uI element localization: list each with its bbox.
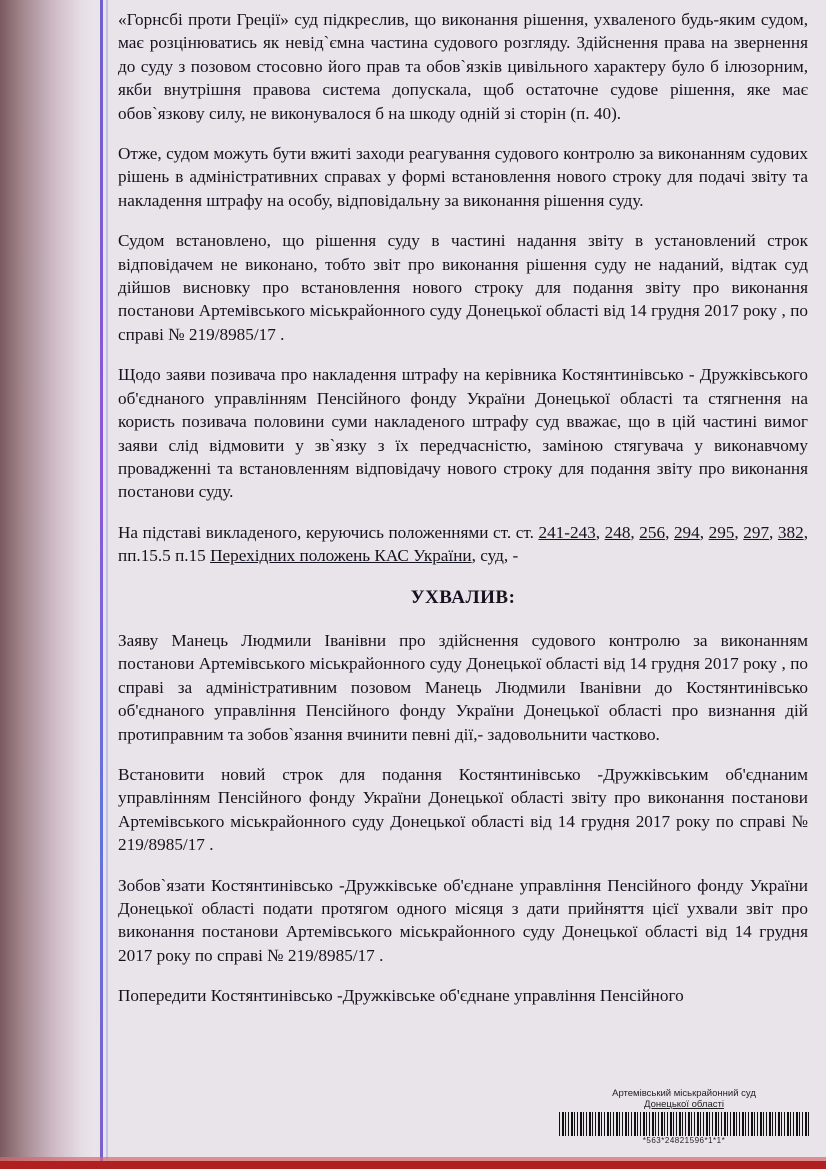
barcode-number: *563*24821596*1*1* <box>642 1136 726 1145</box>
transitional-provisions-link[interactable]: Перехідних положень КАС України <box>210 546 472 566</box>
article-link-294[interactable]: 294 <box>673 522 700 542</box>
paragraph-court-established: Судом встановлено, що рішення суду в частині надання звіту в установлений строк відповідачем не виконано, тобто звіт про виконання рішення суду не наданий, відтак суд дійшов висновку про встановлення нового строку для подання звіту про виконання постанови Артемівського міськрайонного суду Донецької області від 14 грудня 2017 року , по справі № 219/8985/17 . <box>118 231 808 344</box>
legal-basis-ending: , суд, - <box>471 546 519 566</box>
article-link-241-243[interactable]: 241-243 <box>538 522 596 542</box>
paragraph-hornsby-case: «Горнсбі проти Греції» суд підкреслив, що виконання рішення, ухваленого будь-яким судом, має розцінюватись як невід`ємна частина судового розгляду. Здійснення права на звернення до суду з позовом стосовно його прав та обов`язків цивільного характеру було б ілюзорним, якби внутрішня правова система допускала, щоб остаточне судове рішення, яке має обов`язкову силу, не виконувалося б на шкоду одній зі сторін (п. 40). <box>118 10 808 123</box>
article-link-256[interactable]: 256 <box>639 522 666 542</box>
ruling-heading: УХВАЛИВ: <box>410 586 516 608</box>
article-link-297[interactable]: 297 <box>743 522 770 542</box>
paragraph-legal-basis: На підставі викладеного, керуючись положеннями ст. ст. 241-243, 248, 256, 294, 295, 297, 382, пп.15.5 п.15 Перехідних положень КАС України, суд, - <box>118 522 808 566</box>
article-link-295[interactable]: 295 <box>708 522 735 542</box>
article-link-382[interactable]: 382 <box>777 522 804 542</box>
paragraph-new-deadline: Встановити новий строк для подання Костянтинівсько -Дружківським об'єднаним управлінням Пенсійного фонду України Донецької області звіту про виконання постанови Артемівського міськрайонного суду Донецької області від 14 грудня 2017 року по справі № 219/8985/17 . <box>118 764 808 855</box>
bottom-edge-band <box>0 1161 826 1169</box>
court-region: Донецької області <box>644 1099 724 1110</box>
article-link-248[interactable]: 248 <box>604 522 631 542</box>
paragraph-obligation: Зобов`язати Костянтинівсько -Дружківське об'єднане управління Пенсійного фонду України Донецької області подати протягом одного місяця з дати прийняття цієї ухвали звіт про виконання постанови Артемівського міськрайонного суду Донецької області від 14 грудня 2017 року по справі № 219/8985/17 . <box>118 875 808 965</box>
legal-basis-intro: На підставі викладеного, керуючись положеннями ст. ст. <box>118 522 534 542</box>
paragraph-warning: Попередити Костянтинівсько -Дружківське об'єднане управління Пенсійного <box>118 986 684 1006</box>
document-page <box>118 8 808 1025</box>
court-name: Артемівський міськрайонний суд <box>612 1088 756 1099</box>
legal-basis-subclause: пп.15.5 п.15 <box>118 546 206 566</box>
paragraph-fine-request: Щодо заяви позивача про накладення штрафу на керівника Костянтинівсько - Дружківського об'єднаного управлінням Пенсійного фонду України Донецької області та стягнення на користь позивача половини суми накладеного штрафу суд вважає, що в цій частині вимог заяви слід відмовити у зв`язку з їх передчасністю, заміною стягувача у виконавчому провадженні та встановленням відповідачу нового строку для подання звіту про виконання постанови суду. <box>118 365 808 502</box>
binding-edge-line <box>100 0 103 1169</box>
document-barcode <box>559 1112 809 1136</box>
paragraph-application-granted: Заяву Манець Людмили Іванівни про здійснення судового контролю за виконанням постанови Артемівського міськрайонного суду Донецької області від 14 грудня 2017 року , по справі за адміністративним позовом Манець Людмили Іванівни до Костянтинівсько об'єднаного управління Пенсійного фонду України Донецької області про визнання дій протиправним та зобов`язання вчинити певні дії,- задовольнити частково. <box>118 630 808 744</box>
binding-spine <box>0 0 96 1169</box>
court-stamp <box>555 1088 813 1145</box>
binding-edge-line-secondary <box>106 0 108 1169</box>
paragraph-court-control-measures: Отже, судом можуть бути вжиті заходи реагування судового контролю за виконанням судових рішень в адміністративних справах у формі встановлення нового строку для подачі звіту та накладення штрафу на особу, відповідальну за виконання рішення суду. <box>118 144 808 210</box>
